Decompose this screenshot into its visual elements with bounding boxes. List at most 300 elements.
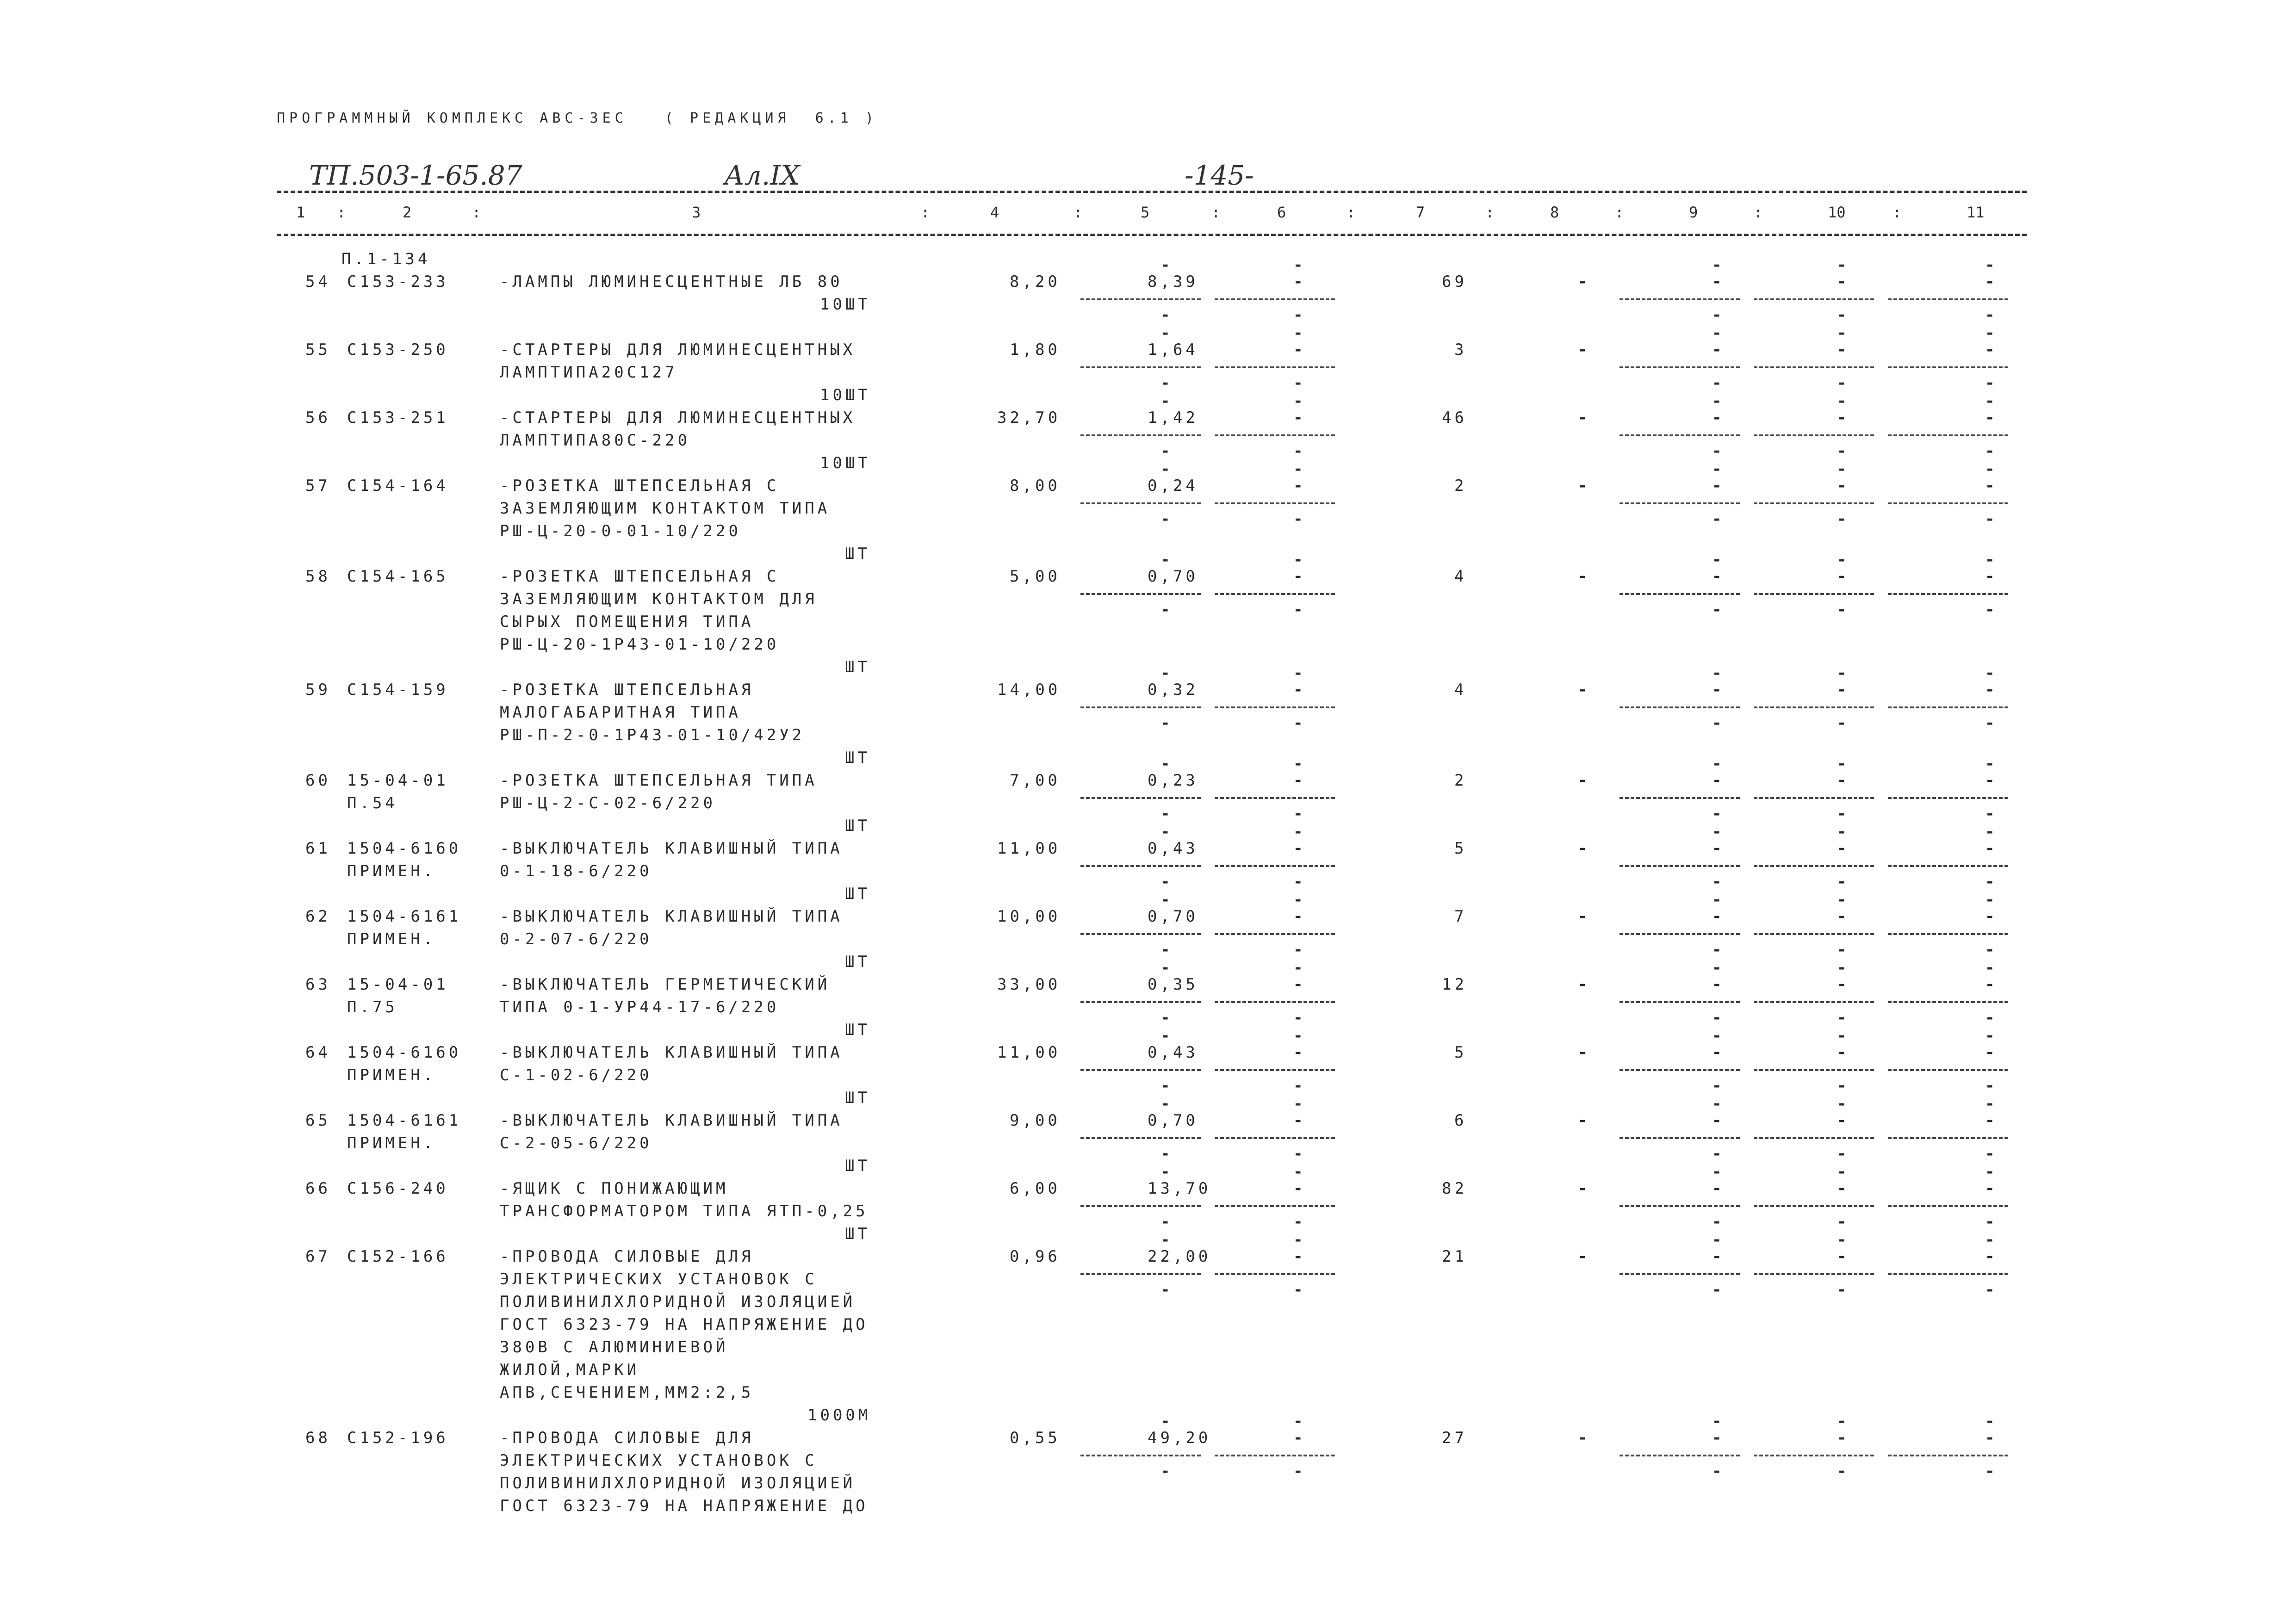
row-col7: 7 (1454, 907, 1467, 926)
row-price: 0,24 (1148, 477, 1198, 495)
sub-rule (1754, 298, 1874, 300)
dash-mark: - (1293, 601, 1303, 619)
row-unit: ШТ (845, 1225, 870, 1243)
row-description: -ВЫКЛЮЧАТЕЛЬ ГЕРМЕТИЧЕСКИЙ (500, 975, 831, 994)
dash-mark: - (1985, 341, 1995, 359)
dash-mark: - (1578, 477, 1588, 495)
row-description: 0-2-07-6/220 (500, 930, 652, 948)
row-description: -ЛАМПЫ ЛЮМИНЕСЦЕНТНЫЕ ЛБ 80 (500, 273, 843, 291)
dash-mark: - (1293, 1213, 1303, 1231)
dash-mark: - (1712, 873, 1722, 891)
row-quantity: 6,00 (1010, 1179, 1061, 1198)
row-col7: 21 (1442, 1247, 1467, 1266)
row-description: -ВЫКЛЮЧАТЕЛЬ КЛАВИШНЫЙ ТИПА (500, 839, 843, 858)
sub-rule (1215, 1137, 1335, 1139)
sub-rule (1888, 366, 2008, 368)
row-price: 0,43 (1148, 1043, 1198, 1062)
dash-mark: - (1837, 755, 1847, 773)
dash-mark: - (1985, 1009, 1995, 1027)
column-separator: : (1615, 204, 1624, 221)
sub-rule (1620, 502, 1740, 504)
dash-mark: - (1837, 1213, 1847, 1231)
dash-mark: - (1293, 714, 1303, 732)
row-code: 1504-6160 (347, 839, 462, 858)
dash-mark: - (1985, 839, 1995, 858)
dash-mark: - (1712, 1009, 1722, 1027)
row-number: 59 (305, 681, 331, 699)
sub-rule (1754, 933, 1874, 935)
dash-mark: - (1160, 374, 1170, 392)
row-description: -РОЗЕТКА ШТЕПСЕЛЬНАЯ (500, 681, 754, 699)
row-description: -СТАРТЕРЫ ДЛЯ ЛЮМИНЕСЦЕНТНЫХ (500, 409, 856, 427)
row-description: -СТАРТЕРЫ ДЛЯ ЛЮМИНЕСЦЕНТНЫХ (500, 341, 856, 359)
dash-mark: - (1985, 1163, 1995, 1181)
dash-mark: - (1837, 714, 1847, 732)
sub-rule (1080, 797, 1201, 799)
dash-mark: - (1160, 1163, 1170, 1181)
dash-mark: - (1293, 392, 1303, 410)
row-number: 67 (305, 1247, 331, 1266)
sub-rule (1215, 298, 1335, 300)
dash-mark: - (1985, 477, 1995, 495)
row-description: -ЯЩИК С ПОНИЖАЮЩИМ (500, 1179, 729, 1198)
sub-rule (1215, 434, 1335, 436)
dash-mark: - (1985, 941, 1995, 959)
dash-mark: - (1293, 941, 1303, 959)
row-quantity: 8,20 (1010, 273, 1061, 291)
dash-mark: - (1712, 891, 1722, 909)
sub-rule (1080, 1205, 1201, 1207)
row-description: ПОЛИВИНИЛХЛОРИДНОЙ ИЗОЛЯЦИЕЙ (500, 1474, 856, 1493)
dash-mark: - (1160, 941, 1170, 959)
dash-mark: - (1293, 1247, 1303, 1266)
dash-mark: - (1712, 1179, 1722, 1198)
dash-mark: - (1837, 1429, 1847, 1447)
sub-rule (1620, 593, 1740, 595)
dash-mark: - (1293, 324, 1303, 342)
column-separator: : (1754, 204, 1763, 221)
row-description: -РОЗЕТКА ШТЕПСЕЛЬНАЯ С (500, 567, 780, 586)
row-code-extra: ПРИМЕН. (347, 930, 436, 948)
sub-rule (1215, 1273, 1335, 1275)
dash-mark: - (1293, 1027, 1303, 1045)
dash-mark: - (1985, 1462, 1995, 1481)
column-separator: : (1485, 204, 1495, 221)
dash-mark: - (1293, 1111, 1303, 1130)
row-quantity: 11,00 (997, 1043, 1061, 1062)
dash-mark: - (1837, 1462, 1847, 1481)
row-unit: ШТ (845, 1157, 870, 1175)
column-separator: : (1893, 204, 1902, 221)
dash-mark: - (1712, 1231, 1722, 1249)
dash-mark: - (1837, 1027, 1847, 1045)
dash-mark: - (1837, 959, 1847, 977)
sub-rule (1888, 298, 2008, 300)
sub-rule (1080, 593, 1201, 595)
dash-mark: - (1985, 273, 1995, 291)
dash-mark: - (1985, 551, 1995, 569)
row-code: С152-166 (347, 1247, 449, 1266)
dash-mark: - (1837, 839, 1847, 858)
row-quantity: 5,00 (1010, 567, 1061, 586)
dash-mark: - (1837, 1111, 1847, 1130)
sub-rule (1620, 298, 1740, 300)
dash-mark: - (1837, 601, 1847, 619)
sub-rule (1080, 434, 1201, 436)
row-price: 0,43 (1148, 839, 1198, 858)
dash-mark: - (1578, 1179, 1588, 1198)
sub-rule (1080, 366, 1201, 368)
dash-mark: - (1712, 681, 1722, 699)
dash-mark: - (1985, 1077, 1995, 1095)
dash-mark: - (1293, 805, 1303, 823)
row-col7: 12 (1442, 975, 1467, 994)
row-description: -ВЫКЛЮЧАТЕЛЬ КЛАВИШНЫЙ ТИПА (500, 907, 843, 926)
row-col7: 69 (1442, 273, 1467, 291)
dash-mark: - (1160, 1412, 1170, 1431)
dash-mark: - (1985, 1043, 1995, 1062)
dash-mark: - (1293, 664, 1303, 682)
row-description: ЛАМПТИПА20С127 (500, 363, 678, 382)
row-description: РШ-Ц-20-1Р43-01-10/220 (500, 635, 780, 654)
row-code-extra: П.75 (347, 998, 398, 1016)
dash-mark: - (1712, 409, 1722, 427)
dash-mark: - (1293, 823, 1303, 841)
row-description: РШ-Ц-2-С-02-6/220 (500, 794, 716, 812)
dash-mark: - (1712, 959, 1722, 977)
dash-mark: - (1293, 975, 1303, 994)
dash-mark: - (1985, 959, 1995, 977)
dash-mark: - (1578, 771, 1588, 790)
sub-rule (1620, 706, 1740, 708)
sub-rule (1754, 797, 1874, 799)
dash-mark: - (1578, 273, 1588, 291)
dash-mark: - (1293, 306, 1303, 324)
sub-rule (1754, 502, 1874, 504)
dash-mark: - (1293, 1077, 1303, 1095)
sub-rule (1080, 706, 1201, 708)
row-description: СЫРЫХ ПОМЕЩЕНИЯ ТИПА (500, 613, 754, 631)
dash-mark: - (1293, 1281, 1303, 1299)
dash-mark: - (1160, 1281, 1170, 1299)
row-price: 0,70 (1148, 1111, 1198, 1130)
row-unit: ШТ (845, 545, 870, 563)
sub-rule (1754, 1455, 1874, 1456)
dash-mark: - (1837, 567, 1847, 586)
row-quantity: 0,55 (1010, 1429, 1061, 1447)
row-description: РШ-Ц-20-0-01-10/220 (500, 522, 741, 540)
sub-rule (1754, 1001, 1874, 1003)
dash-mark: - (1293, 374, 1303, 392)
dash-mark: - (1712, 392, 1722, 410)
sub-rule (1888, 1001, 2008, 1003)
row-price: 0,23 (1148, 771, 1198, 790)
column-number: 9 (1689, 204, 1698, 221)
dash-mark: - (1712, 324, 1722, 342)
column-separator: : (337, 204, 346, 221)
column-number: 2 (403, 204, 412, 221)
row-description: ЭЛЕКТРИЧЕСКИХ УСТАНОВОК С (500, 1270, 818, 1288)
sub-rule (1754, 1273, 1874, 1275)
dash-mark: - (1985, 392, 1995, 410)
sub-rule (1888, 502, 2008, 504)
dash-mark: - (1712, 1247, 1722, 1266)
dash-mark: - (1712, 551, 1722, 569)
dash-mark: - (1985, 1111, 1995, 1130)
dash-mark: - (1985, 975, 1995, 994)
sub-rule (1080, 1455, 1201, 1456)
sub-rule (1215, 706, 1335, 708)
dash-mark: - (1837, 975, 1847, 994)
dash-mark: - (1985, 1213, 1995, 1231)
dash-mark: - (1293, 1145, 1303, 1163)
dash-mark: - (1712, 374, 1722, 392)
dash-mark: - (1712, 714, 1722, 732)
row-quantity: 8,00 (1010, 477, 1061, 495)
row-price: 8,39 (1148, 273, 1198, 291)
dash-mark: - (1712, 907, 1722, 926)
sub-rule (1888, 434, 2008, 436)
dash-mark: - (1293, 567, 1303, 586)
dash-mark: - (1712, 1095, 1722, 1113)
row-price: 1,42 (1148, 409, 1198, 427)
row-unit: 10ШТ (820, 386, 871, 404)
dash-mark: - (1837, 477, 1847, 495)
row-number: 55 (305, 341, 331, 359)
dash-mark: - (1160, 324, 1170, 342)
dash-mark: - (1837, 392, 1847, 410)
dash-mark: - (1712, 1145, 1722, 1163)
dash-mark: - (1985, 324, 1995, 342)
sub-rule (1888, 1205, 2008, 1207)
dash-mark: - (1712, 771, 1722, 790)
dash-mark: - (1712, 567, 1722, 586)
row-description: ЗАЗЕМЛЯЮЩИМ КОНТАКТОМ ТИПА (500, 499, 831, 518)
sub-rule (1620, 1455, 1740, 1456)
sub-rule (1888, 797, 2008, 799)
dash-mark: - (1985, 409, 1995, 427)
row-description: 0-1-18-6/220 (500, 862, 652, 880)
dash-mark: - (1837, 805, 1847, 823)
dash-mark: - (1712, 755, 1722, 773)
row-price: 0,35 (1148, 975, 1198, 994)
sub-rule (1754, 1205, 1874, 1207)
dash-mark: - (1712, 1462, 1722, 1481)
sub-rule (1620, 797, 1740, 799)
row-quantity: 1,80 (1010, 341, 1061, 359)
sub-rule (1080, 298, 1201, 300)
row-code: С152-196 (347, 1429, 449, 1447)
dash-mark: - (1985, 256, 1995, 274)
dash-mark: - (1837, 306, 1847, 324)
sub-rule (1754, 706, 1874, 708)
sub-rule (1215, 593, 1335, 595)
sub-rule (1080, 1069, 1201, 1071)
dash-mark: - (1985, 907, 1995, 926)
column-number: 10 (1828, 204, 1846, 221)
dash-mark: - (1985, 567, 1995, 586)
row-code: 15-04-01 (347, 975, 449, 994)
row-price: 0,70 (1148, 567, 1198, 586)
row-number: 56 (305, 409, 331, 427)
dash-mark: - (1160, 601, 1170, 619)
column-separator: : (1347, 204, 1356, 221)
dash-mark: - (1712, 839, 1722, 858)
dash-mark: - (1985, 374, 1995, 392)
dash-mark: - (1578, 1043, 1588, 1062)
dash-mark: - (1160, 823, 1170, 841)
row-col7: 46 (1442, 409, 1467, 427)
row-col7: 5 (1454, 839, 1467, 858)
row-description: ПОЛИВИНИЛХЛОРИДНОЙ ИЗОЛЯЦИЕЙ (500, 1293, 856, 1311)
dash-mark: - (1160, 1213, 1170, 1231)
row-description: ЗАЗЕМЛЯЮЩИМ КОНТАКТОМ ДЛЯ (500, 590, 818, 608)
row-description: -РОЗЕТКА ШТЕПСЕЛЬНАЯ С (500, 477, 780, 495)
sub-rule (1215, 1069, 1335, 1071)
dash-mark: - (1837, 324, 1847, 342)
row-code: 15-04-01 (347, 771, 449, 790)
dash-mark: - (1160, 959, 1170, 977)
row-description: ТИПА 0-1-УР44-17-6/220 (500, 998, 780, 1016)
dash-mark: - (1837, 1247, 1847, 1266)
dash-mark: - (1293, 460, 1303, 478)
sub-rule (1620, 366, 1740, 368)
dash-mark: - (1712, 1429, 1722, 1447)
row-price: 49,20 (1148, 1429, 1211, 1447)
dash-mark: - (1837, 1009, 1847, 1027)
column-separator: : (472, 204, 481, 221)
dash-mark: - (1985, 1027, 1995, 1045)
row-quantity: 9,00 (1010, 1111, 1061, 1130)
sub-rule (1215, 1455, 1335, 1456)
sub-rule (1080, 1273, 1201, 1275)
dash-mark: - (1293, 959, 1303, 977)
sub-rule (1215, 1205, 1335, 1207)
dash-mark: - (1160, 805, 1170, 823)
dash-mark: - (1293, 839, 1303, 858)
sub-rule (1888, 1069, 2008, 1071)
dash-mark: - (1160, 755, 1170, 773)
dash-mark: - (1293, 1043, 1303, 1062)
dash-mark: - (1712, 442, 1722, 460)
dash-mark: - (1160, 256, 1170, 274)
dash-mark: - (1712, 1077, 1722, 1095)
row-description: ЛАМПТИПА80С-220 (500, 431, 691, 450)
row-quantity: 7,00 (1010, 771, 1061, 790)
dash-mark: - (1837, 341, 1847, 359)
dash-mark: - (1293, 1009, 1303, 1027)
sub-rule (1215, 933, 1335, 935)
dash-mark: - (1160, 1145, 1170, 1163)
dash-mark: - (1293, 409, 1303, 427)
dash-mark: - (1160, 392, 1170, 410)
row-unit: ШТ (845, 953, 870, 971)
dash-mark: - (1160, 510, 1170, 528)
sub-rule (1888, 706, 2008, 708)
row-price: 0,32 (1148, 681, 1198, 699)
column-number: 3 (692, 204, 701, 221)
dash-mark: - (1985, 1247, 1995, 1266)
sub-rule (1754, 1137, 1874, 1139)
row-description: МАЛОГАБАРИТНАЯ ТИПА (500, 703, 741, 722)
row-description: АПВ,СЕЧЕНИЕМ,ММ2:2,5 (500, 1383, 754, 1402)
sub-rule (1215, 1001, 1335, 1003)
row-price: 0,70 (1148, 907, 1198, 926)
column-number: 6 (1277, 204, 1286, 221)
dash-mark: - (1985, 681, 1995, 699)
dash-mark: - (1712, 664, 1722, 682)
dash-mark: - (1160, 1095, 1170, 1113)
rule-top (277, 191, 2027, 193)
dash-mark: - (1160, 873, 1170, 891)
row-code: 1504-6161 (347, 1111, 462, 1130)
sub-rule (1215, 797, 1335, 799)
row-number: 54 (305, 273, 331, 291)
dash-mark: - (1712, 341, 1722, 359)
column-separator: : (1211, 204, 1221, 221)
sub-rule (1080, 933, 1201, 935)
row-col7: 2 (1454, 477, 1467, 495)
column-number: 8 (1550, 204, 1559, 221)
row-description: С-1-02-6/220 (500, 1066, 652, 1084)
sub-rule (1754, 593, 1874, 595)
row-number: 57 (305, 477, 331, 495)
dash-mark: - (1985, 873, 1995, 891)
row-code: С156-240 (347, 1179, 449, 1198)
row-quantity: 0,96 (1010, 1247, 1061, 1266)
dash-mark: - (1837, 273, 1847, 291)
dash-mark: - (1160, 1231, 1170, 1249)
dash-mark: - (1712, 975, 1722, 994)
dash-mark: - (1837, 1231, 1847, 1249)
dash-mark: - (1712, 510, 1722, 528)
row-number: 58 (305, 567, 331, 586)
dash-mark: - (1578, 341, 1588, 359)
dash-mark: - (1293, 1412, 1303, 1431)
dash-mark: - (1837, 664, 1847, 682)
dash-mark: - (1578, 681, 1588, 699)
dash-mark: - (1160, 460, 1170, 478)
dash-mark: - (1837, 1077, 1847, 1095)
dash-mark: - (1293, 873, 1303, 891)
dash-mark: - (1985, 1429, 1995, 1447)
dash-mark: - (1837, 1163, 1847, 1181)
program-header: ПРОГРАММНЫЙ КОМПЛЕКС АВС-ЗЕС ( РЕДАКЦИЯ 6.1 ) (277, 110, 878, 126)
sub-rule (1620, 1205, 1740, 1207)
row-unit: 10ШТ (820, 454, 871, 472)
dash-mark: - (1837, 1281, 1847, 1299)
dash-mark: - (1985, 714, 1995, 732)
dash-mark: - (1293, 1179, 1303, 1198)
row-price: 1,64 (1148, 341, 1198, 359)
doc-number: ТП.503-1-65.87 (309, 160, 522, 191)
dash-mark: - (1293, 1231, 1303, 1249)
row-col7: 6 (1454, 1111, 1467, 1130)
dash-mark: - (1985, 510, 1995, 528)
row-description: -ПРОВОДА СИЛОВЫЕ ДЛЯ (500, 1429, 754, 1447)
dash-mark: - (1160, 714, 1170, 732)
sub-rule (1888, 1273, 2008, 1275)
dash-mark: - (1578, 839, 1588, 858)
row-description: -ВЫКЛЮЧАТЕЛЬ КЛАВИШНЫЙ ТИПА (500, 1111, 843, 1130)
row-quantity: 14,00 (997, 681, 1061, 699)
dash-mark: - (1160, 442, 1170, 460)
sub-rule (1215, 366, 1335, 368)
row-description: ЭЛЕКТРИЧЕСКИХ УСТАНОВОК С (500, 1451, 818, 1470)
dash-mark: - (1985, 1412, 1995, 1431)
column-separator: : (1074, 204, 1083, 221)
dash-mark: - (1160, 1027, 1170, 1045)
